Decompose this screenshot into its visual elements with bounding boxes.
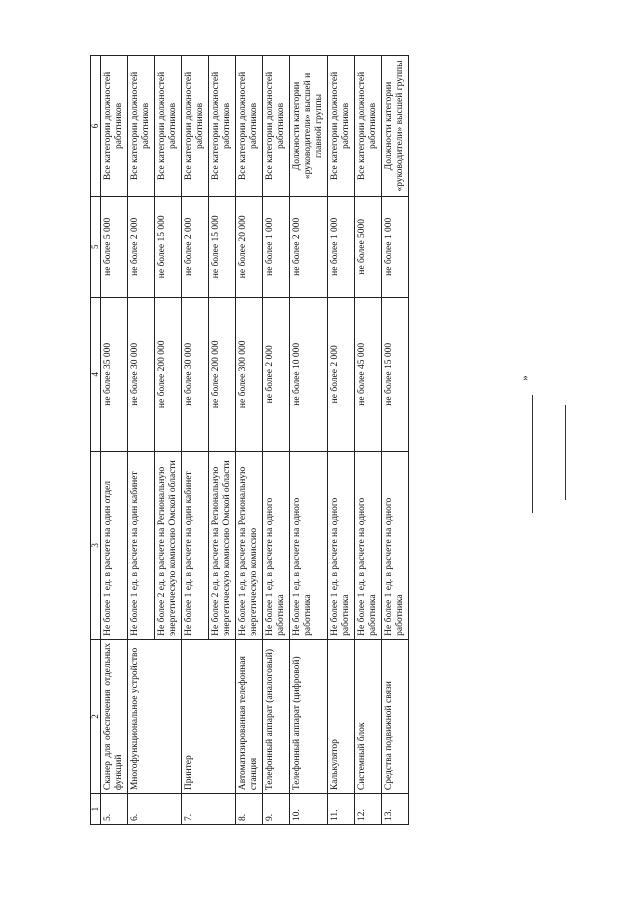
cell-term: не более 2 000 [128,196,155,297]
cell-n: 11. [328,794,355,825]
header-cell: 1 [91,794,101,825]
cell-price: не более 2 000 [263,297,290,451]
table-row [382,56,409,825]
cell-n: 8. [236,794,263,825]
cell-term: не более 15 000 [209,196,236,297]
cell-norm: Не более 1 ед. в расчете на один отдел [101,451,128,639]
cell-term: не более 1 000 [263,196,290,297]
table-row [263,56,290,825]
equipment-norms-table [90,55,409,825]
cell-term: не более 15 000 [155,196,182,297]
cell-norm: Не более 1 ед. в расчете на Региональную энергетическую комиссию [236,451,263,639]
cell-name: Системный блок [355,639,382,793]
cell-cat: Все категории должностей работников [328,56,355,197]
cell-name: Многофункциональное устройство [128,639,182,793]
header-cell: 3 [91,451,101,639]
cell-norm: Не более 1 ед. в расчете на один кабинет [182,451,209,639]
cell-price: не более 15 000 [382,297,409,451]
cell-term: не более 2 000 [290,196,328,297]
cell-cat: Все категории должностей работников [263,56,290,197]
table-row [290,56,328,825]
cell-cat: Все категории должностей работников [236,56,263,197]
table-row [355,56,382,825]
cell-n: 13. [382,794,409,825]
signature-line [532,395,533,513]
cell-term: не более 2 000 [182,196,209,297]
header-cell: 5 [91,196,101,297]
cell-term: не более 20 000 [236,196,263,297]
cell-name: Калькулятор [328,639,355,793]
cell-price: не более 35 000 [101,297,128,451]
cell-term: не более 1 000 [328,196,355,297]
cell-price: не более 2 000 [328,297,355,451]
cell-price: не более 45 000 [355,297,382,451]
cell-n: 12. [355,794,382,825]
cell-norm: Не более 1 ед. в расчете на одного работника [382,451,409,639]
cell-price: не более 200 000 [155,297,182,451]
cell-cat: Все категории должностей работников [155,56,182,197]
cell-price: не более 300 000 [236,297,263,451]
cell-norm: Не более 1 ед. в расчете на одного работника [290,451,328,639]
cell-cat: Должности категории «руководители» высшей и главной группы [290,56,328,197]
cell-n: 10. [290,794,328,825]
signature-line [565,405,566,500]
cell-price: не более 10 000 [290,297,328,451]
header-cell: 4 [91,297,101,451]
end-mark: » [518,375,531,381]
cell-cat: Должности категории «руководители» высшей группы [382,56,409,197]
table-row [101,56,128,825]
table-row [236,56,263,825]
cell-norm: Не более 1 ед. в расчете на одного работника [328,451,355,639]
cell-price: не более 30 000 [182,297,209,451]
table-row [328,56,355,825]
table-row [128,56,155,825]
cell-norm: Не более 2 ед. в расчете на Региональную энергетическую комиссию Омской области [209,451,236,639]
cell-norm: Не более 2 ед. в расчете на Региональную энергетическую комиссию Омской области [155,451,182,639]
cell-name: Принтер [182,639,236,793]
cell-term: не более 5000 [355,196,382,297]
cell-cat: Все категории должностей работников [182,56,209,197]
cell-term: не более 5 000 [101,196,128,297]
cell-price: не более 30 000 [128,297,155,451]
cell-name: Телефонный аппарат (аналоговый) [263,639,290,793]
table-row [182,56,209,825]
header-row [91,56,101,825]
cell-n: 9. [263,794,290,825]
cell-cat: Все категории должностей работников [128,56,155,197]
cell-cat: Все категории должностей работников [101,56,128,197]
cell-cat: Все категории должностей работников [355,56,382,197]
cell-n: 5. [101,794,128,825]
cell-norm: Не более 1 ед. в расчете на один кабинет [128,451,155,639]
cell-name: Автоматизированная телефонная станция [236,639,263,793]
cell-price: не более 200 000 [209,297,236,451]
header-cell: 2 [91,639,101,793]
cell-name: Средства подвижной связи [382,639,409,793]
rotated-table-container [90,55,470,825]
cell-n: 6. [128,794,182,825]
cell-norm: Не более 1 ед. в расчете на одного работника [263,451,290,639]
cell-cat: Все категории должностей работников [209,56,236,197]
cell-n: 7. [182,794,236,825]
cell-term: не более 1 000 [382,196,409,297]
cell-name: Сканер для обеспечения отдельных функций [101,639,128,793]
header-cell: 6 [91,56,101,197]
cell-name: Телефонный аппарат (цифровой) [290,639,328,793]
cell-norm: Не более 1 ед. в расчете на одного работника [355,451,382,639]
